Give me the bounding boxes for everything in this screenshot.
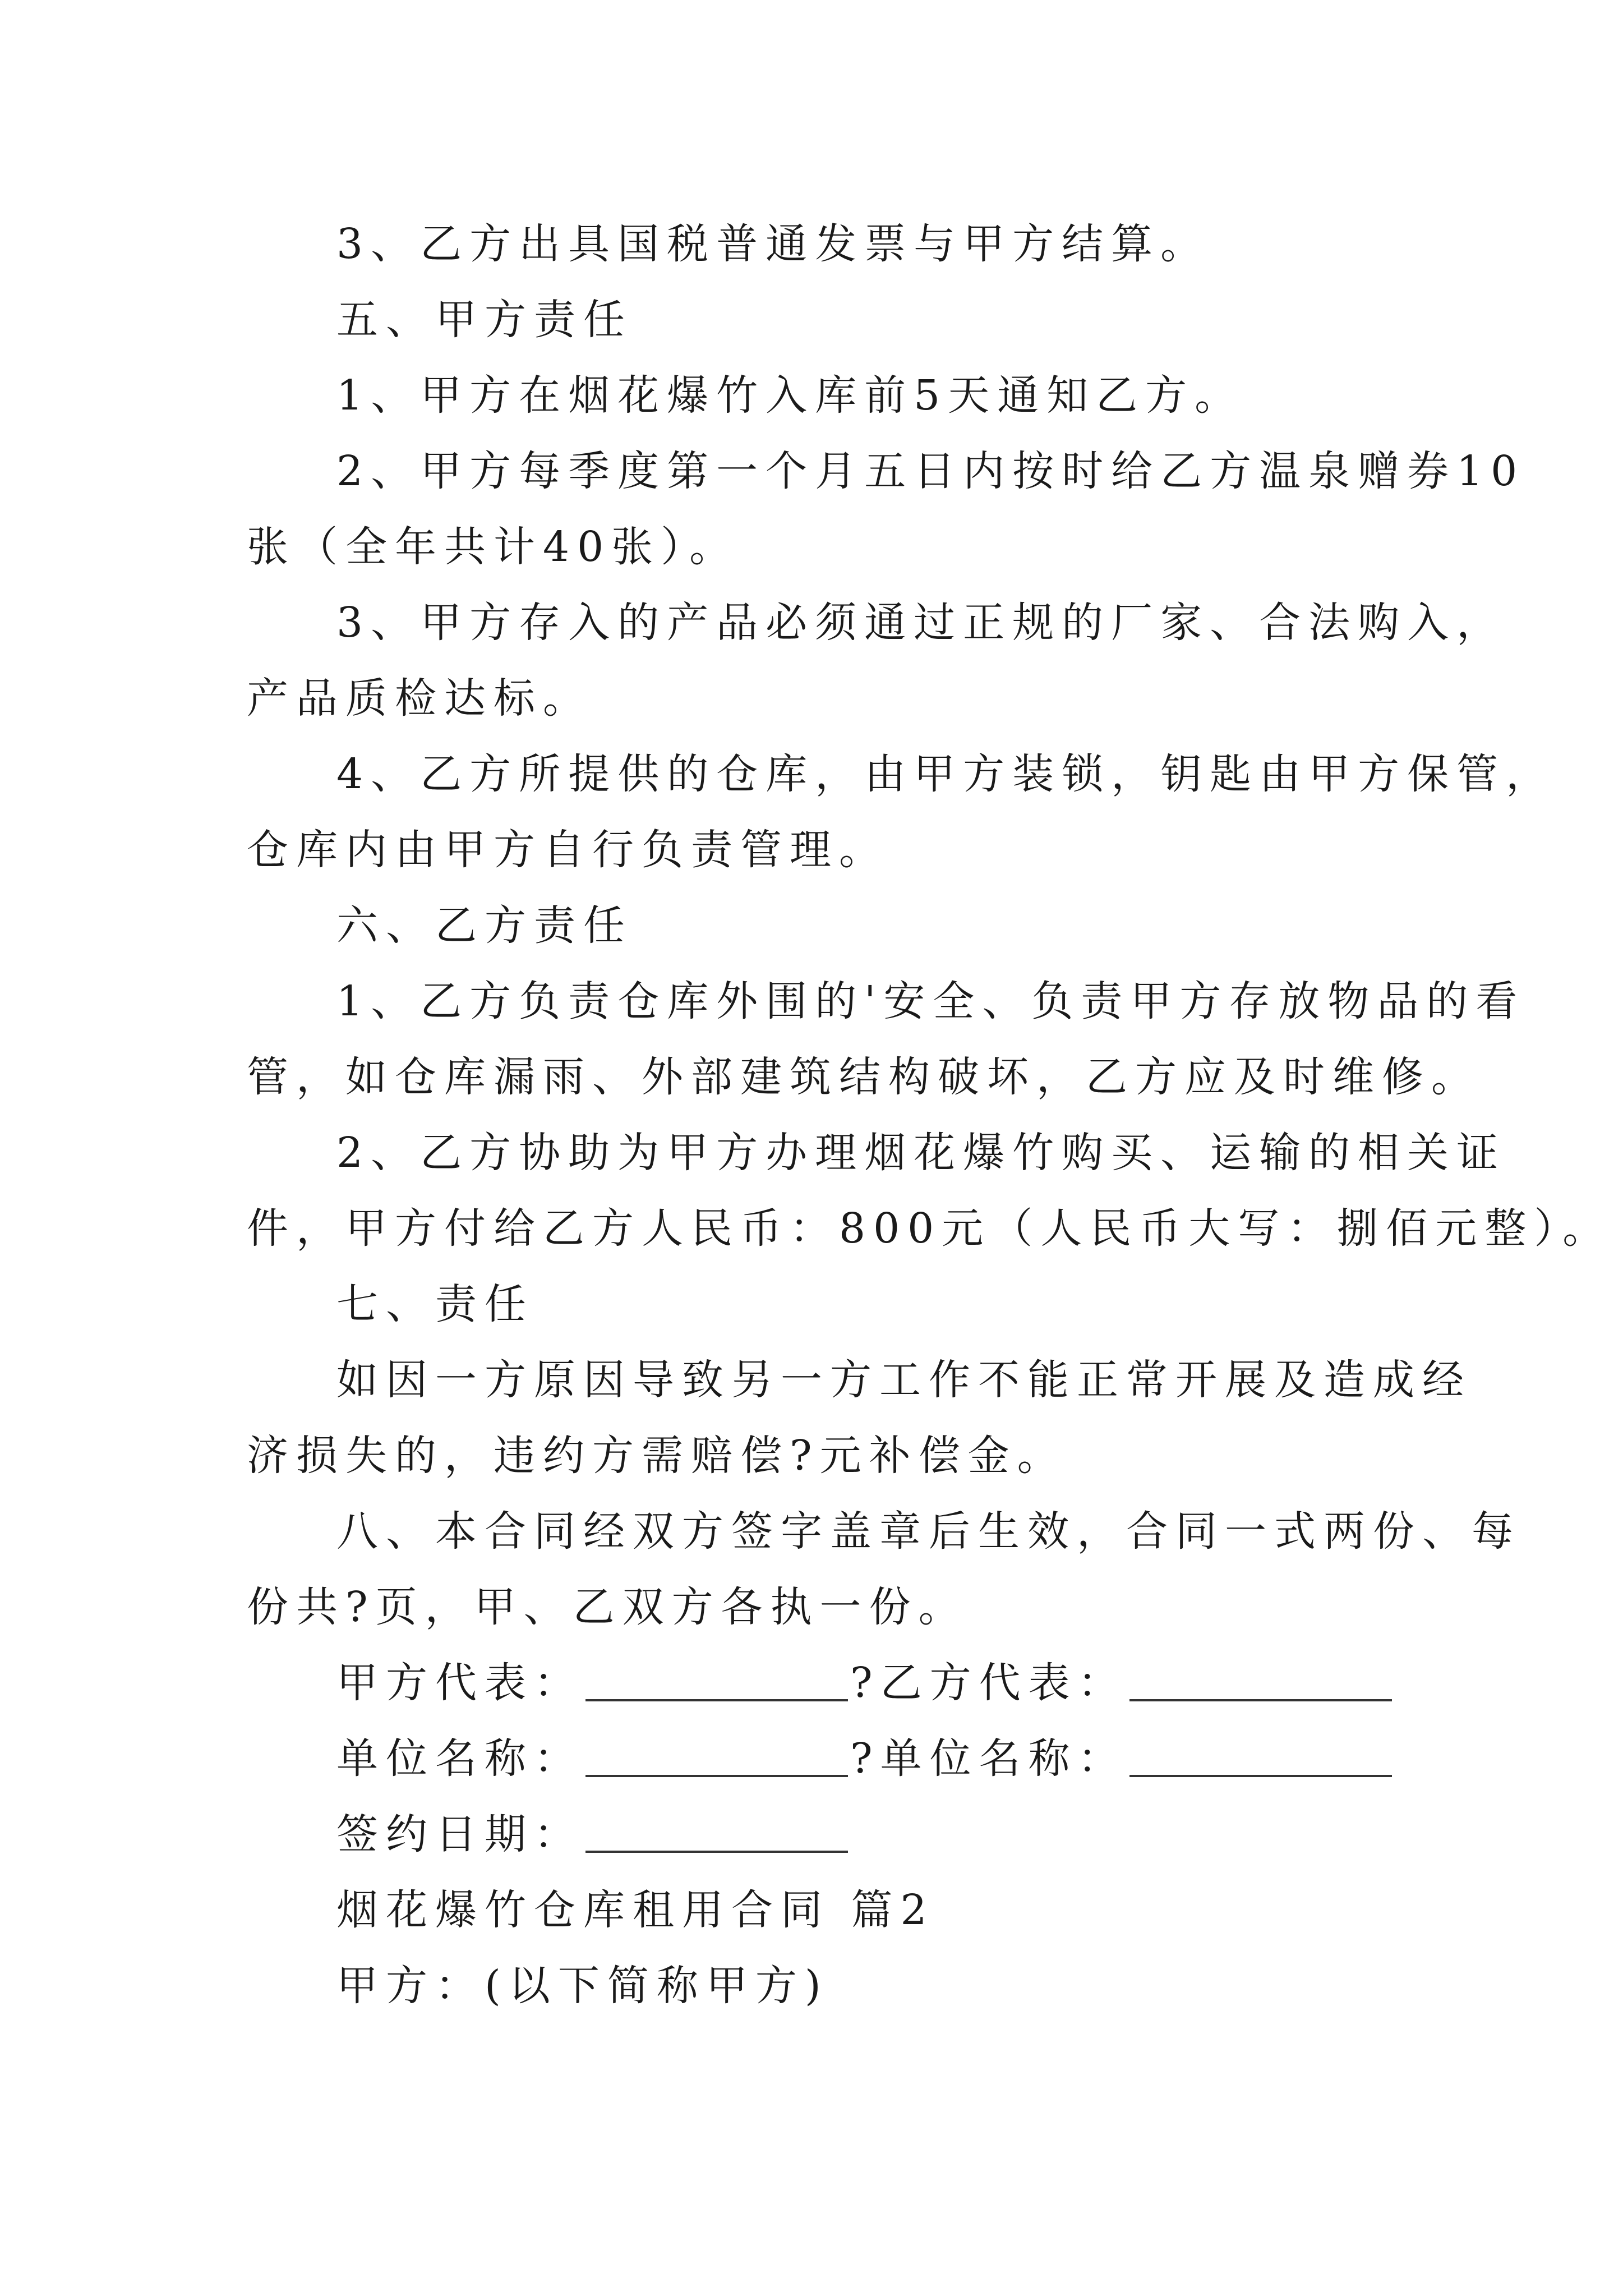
paragraph-7-line-2: 济损失的，违约方需赔偿?元补偿金。: [247, 1432, 1067, 1480]
paragraph-5-1: 1、甲方在烟花爆竹入库前5天通知乙方。: [336, 371, 1244, 420]
paragraph-7-line-1: 如因一方原因导致另一方工作不能正常开展及造成经: [336, 1356, 1472, 1404]
next-contract-title: 烟花爆竹仓库租用合同 篇2: [336, 1886, 935, 1934]
paragraph-8-line-2: 份共?页，甲、乙双方各执一份。: [247, 1583, 968, 1631]
signature-row-units: [336, 1734, 1394, 1783]
section-heading-7: 七、责任: [336, 1280, 534, 1328]
sign-date-blank: [585, 1851, 848, 1853]
paragraph-5-3-line-2: 产品质检达标。: [247, 674, 592, 723]
unit-b-blank: [1129, 1775, 1392, 1777]
paragraph-5-3-line-1: 3、甲方存入的产品必须通过正规的厂家、合法购入，: [336, 599, 1506, 647]
section-heading-5: 五、甲方责任: [336, 296, 633, 344]
party-a-rep-label: 甲方代表：: [336, 1659, 583, 1707]
paragraph-8-line-1: 八、本合同经双方签字盖章后生效，合同一式两份、每: [336, 1507, 1521, 1556]
paragraph-5-2-line-1: 2、甲方每季度第一个月五日内按时给乙方温泉赠券10: [336, 447, 1525, 495]
unit-b-label: ?单位名称：: [850, 1734, 1127, 1783]
section-heading-6: 六、乙方责任: [336, 901, 633, 950]
unit-a-label: 单位名称：: [336, 1734, 583, 1783]
party-b-rep-label: ?乙方代表：: [850, 1659, 1127, 1707]
paragraph-6-1-line-2: 管，如仓库漏雨、外部建筑结构破坏，乙方应及时维修。: [247, 1053, 1481, 1101]
party-a-rep-blank: [585, 1699, 848, 1701]
paragraph-6-2-line-1: 2、乙方协助为甲方办理烟花爆竹购买、运输的相关证: [336, 1129, 1506, 1177]
party-b-rep-blank: [1129, 1699, 1392, 1701]
paragraph-6-2-line-2: 件，甲方付给乙方人民币：800元（人民币大写：捌佰元整）。: [247, 1204, 1612, 1253]
paragraph-5-4-line-2: 仓库内由甲方自行负责管理。: [247, 826, 888, 874]
unit-a-blank: [585, 1775, 848, 1777]
signature-row-representatives: [336, 1659, 1394, 1707]
paragraph-5-2-line-2: 张（全年共计40张）。: [247, 523, 739, 571]
signature-row-date: [336, 1810, 850, 1858]
paragraph-6-1-line-1: 1、乙方负责仓库外围的'安全、负责甲方存放物品的看: [336, 977, 1525, 1025]
paragraph-4-3: 3、乙方出具国税普通发票与甲方结算。: [336, 220, 1210, 268]
sign-date-label: 签约日期：: [336, 1810, 583, 1858]
paragraph-5-4-line-1: 4、乙方所提供的仓库，由甲方装锁，钥匙由甲方保管，: [336, 750, 1556, 798]
next-contract-party-a: 甲方：(以下简称甲方): [336, 1962, 829, 2010]
